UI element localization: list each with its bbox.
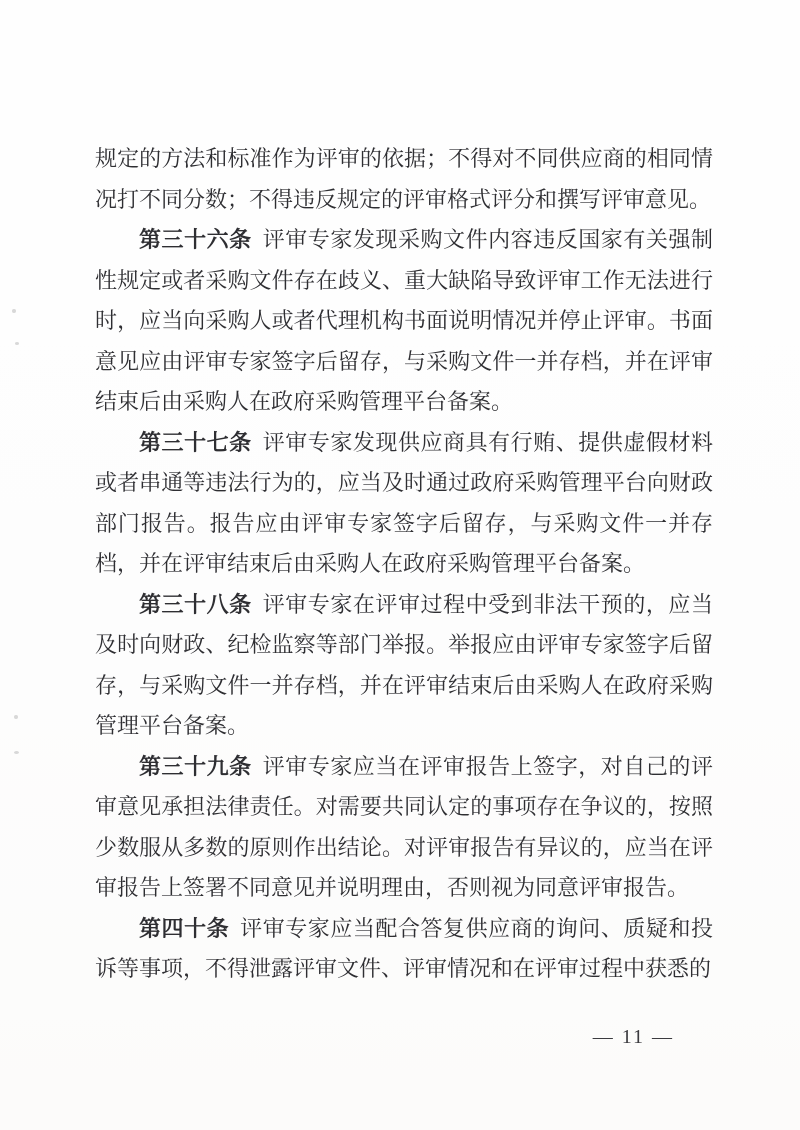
article-number: 第三十九条 [139,753,252,779]
paragraph-text: 评审专家应当在评审报告上签字，对自己的评审意见承担法律责任。对需要共同认定的事项存在争议的，按照少数服从多数的原则作出结论。对评审报告有异议的，应当在评审报告上签署不同意见并说明理由，否则视为同意评审报告。 [95,753,713,900]
paragraph-article-38 [95,585,713,747]
paragraph-text: 规定的方法和标准作为评审的依据；不得对不同供应商的相同情况打不同分数；不得违反规定的评审格式评分和撰写评审意见。 [95,146,713,212]
paragraph-continuation [95,139,713,220]
paragraph-text: 评审专家发现采购文件内容违反国家有关强制性规定或者采购文件存在歧义、重大缺陷导致评审工作无法进行时，应当向采购人或者代理机构书面说明情况并停止评审。书面意见应由评审专家签字后留存，与采购文件一并存档，并在评审结束后由采购人在政府采购管理平台备案。 [95,227,713,414]
paragraph-article-37 [95,423,713,585]
paragraph-text: 评审专家在评审过程中受到非法干预的，应当及时向财政、纪检监察等部门举报。举报应由评审专家签字后留存，与采购文件一并存档，并在评审结束后由采购人在政府采购管理平台备案。 [95,591,713,738]
scan-artifact-speck [12,309,16,313]
article-number: 第三十六条 [139,227,252,252]
document-body-text [95,139,713,990]
article-number: 第三十七条 [139,429,252,455]
scan-artifact-speck [14,751,19,754]
paragraph-article-40 [95,909,713,990]
paragraph-text: 评审专家应当配合答复供应商的询问、质疑和投诉等事项，不得泄露评审文件、评审情况和在评审过程中获悉的 [95,915,713,981]
article-number: 第四十条 [139,915,230,941]
paragraph-text: 评审专家发现供应商具有行贿、提供虚假材料或者串通等违法行为的，应当及时通过政府采购管理平台向财政部门报告。报告应由评审专家签字后留存，与采购文件一并存档，并在评审结束后由采购人在政府采购管理平台备案。 [95,429,713,576]
paragraph-article-36 [95,220,713,423]
page-number: — 11 — [592,1026,674,1048]
scan-artifact-speck [15,342,19,345]
paragraph-article-39 [95,747,713,909]
scan-artifact-speck [14,715,18,719]
article-number: 第三十八条 [139,591,252,617]
